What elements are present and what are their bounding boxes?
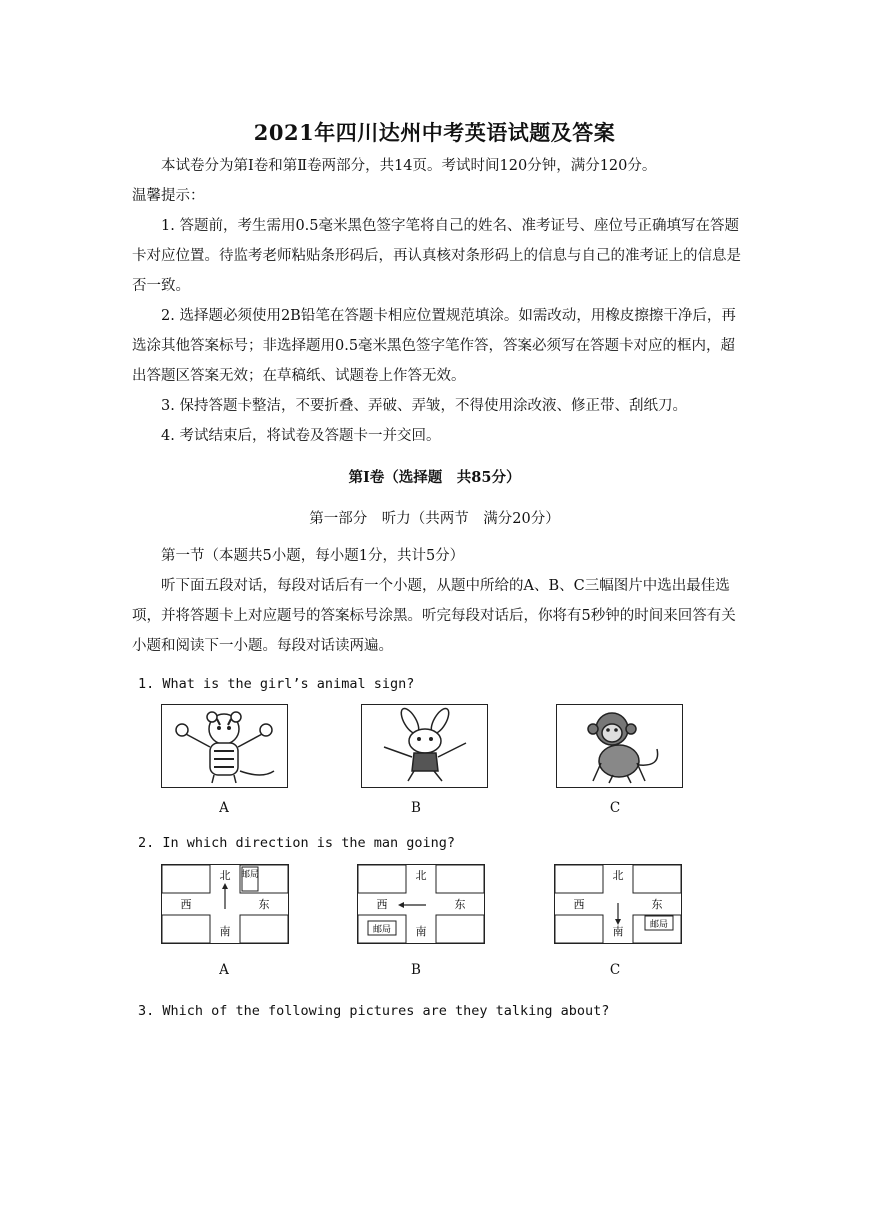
volume-heading: 第Ⅰ卷（选择题 共85分） xyxy=(348,469,521,486)
map-west-label: 西 xyxy=(180,898,192,911)
tip-item: 1. 答题前，考生需用0.5毫米黑色签字笔将自己的姓名、准考证号、座位号正确填写在答题卡对应位置。待监考老师粘贴条形码后，再认真核对条形码上的信息与自己的准考证上的信息是否一致。 xyxy=(132,218,741,294)
option-b-rabbit-picture xyxy=(361,704,488,788)
option-a-tiger-picture xyxy=(161,704,288,788)
question-2: 2. In which direction is the man going? xyxy=(138,835,455,851)
map-east-label: 东 xyxy=(454,898,466,911)
option-label: B xyxy=(411,800,421,816)
map-south-label: 南 xyxy=(415,925,427,938)
option-b-map xyxy=(357,864,485,944)
tip-item: 2. 选择题必须使用2B铅笔在答题卡相应位置规范填涂。如需改动，用橡皮擦擦干净后，再选涂其他答案标号；非选择题用0.5毫米黑色签字笔作答，答案必须写在答题卡对应的框内，超出答题区答案无效；在草稿纸、试题卷上作答无效。 xyxy=(132,308,736,384)
option-c-monkey-picture xyxy=(556,704,683,788)
option-label: C xyxy=(609,800,621,816)
intro-text: 本试卷分为第Ⅰ卷和第Ⅱ卷两部分，共14页。考试时间120分钟，满分120分。 xyxy=(161,158,657,174)
option-c-map xyxy=(554,864,682,944)
map-post-office-label: 邮局 xyxy=(240,870,260,880)
tips-heading: 温馨提示： xyxy=(132,188,205,204)
option-label: C xyxy=(609,962,621,978)
part-heading: 第一部分 听力（共两节 满分20分） xyxy=(309,511,560,527)
option-label: A xyxy=(219,800,229,816)
tip-item: 4. 考试结束后，将试卷及答题卡一并交回。 xyxy=(161,428,441,444)
map-north-label: 北 xyxy=(415,869,427,882)
map-east-label: 东 xyxy=(651,898,663,911)
tip-item: 3. 保持答题卡整洁，不要折叠、弄破、弄皱，不得使用涂改液、修正带、刮纸刀。 xyxy=(161,398,687,414)
option-a-map xyxy=(161,864,289,944)
map-south-label: 南 xyxy=(219,925,231,938)
option-label: B xyxy=(411,962,421,978)
map-north-label: 北 xyxy=(612,869,624,882)
section-instructions: 听下面五段对话，每段对话后有一个小题，从题中所给的A、B、C三幅图片中选出最佳选项，并将答题卡上对应题号的答案标号涂黑。听完每段对话后，你将有5秒钟的时间来回答有关小题和阅读下一小题。每段对话读两遍。 xyxy=(132,578,736,654)
map-post-office-label: 邮局 xyxy=(649,920,669,930)
map-west-label: 西 xyxy=(573,898,585,911)
question-3: 3. Which of the following pictures are they talking about? xyxy=(138,1003,610,1019)
document-title: 2021年四川达州中考英语试题及答案 xyxy=(253,120,616,145)
section-heading: 第一节（本题共5小题，每小题1分，共计5分） xyxy=(161,548,465,564)
map-west-label: 西 xyxy=(376,898,388,911)
question-1: 1. What is the girl’s animal sign? xyxy=(138,676,415,692)
option-label: A xyxy=(219,962,229,978)
map-north-label: 北 xyxy=(219,869,231,882)
map-east-label: 东 xyxy=(258,898,270,911)
map-post-office-label: 邮局 xyxy=(372,925,392,935)
map-south-label: 南 xyxy=(612,925,624,938)
